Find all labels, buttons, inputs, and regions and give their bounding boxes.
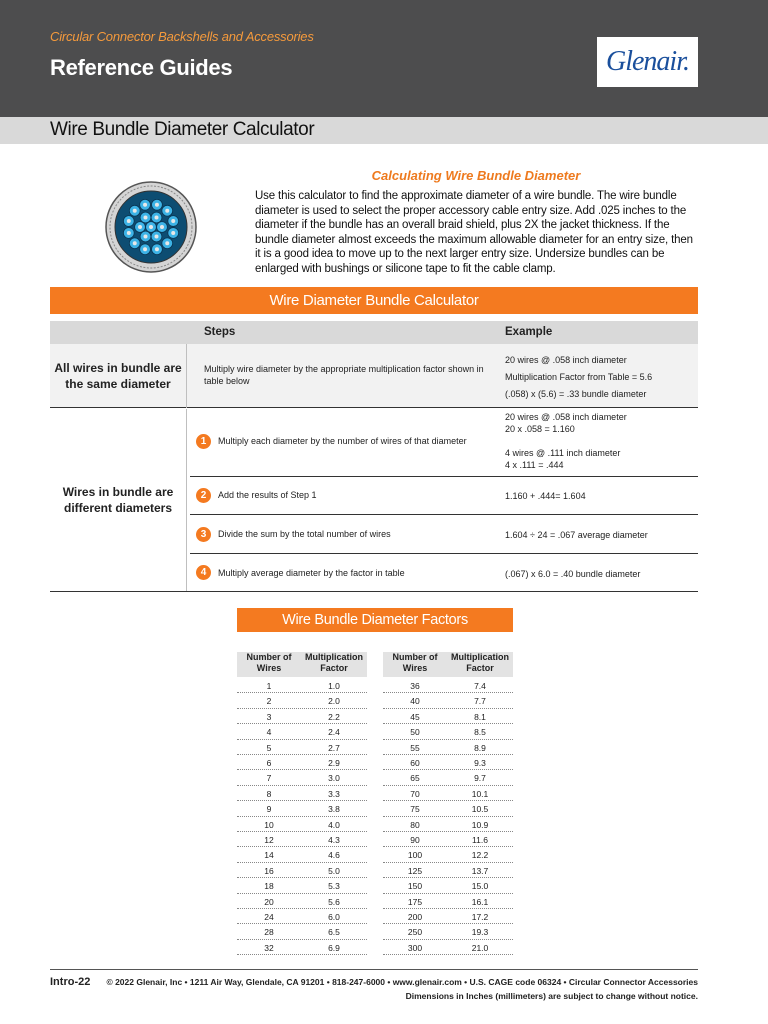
table-row [383,786,513,801]
factor-cell: 2.0 [328,696,340,707]
table-row [237,847,367,862]
table-row [237,709,367,724]
footer-copyright: © 2022 Glenair, Inc • 1211 Air Way, Glendale, CA 91201 • 818-247-6000 • www.glenair.com • U.S. CAGE code 06324 • Circular Connector Accessories [106,977,698,987]
wire-count-cell: 5 [266,742,272,753]
table-row [383,724,513,739]
wire-count-cell: 45 [410,711,420,722]
different-diameter-label: Wires in bundle are different diameters [62,485,174,515]
same-diameter-label: All wires in bundle are the same diameter [54,361,182,391]
wire-count-cell: 80 [410,819,420,830]
factor-cell: 16.1 [471,896,489,907]
step-number-badge: 3 [196,527,211,542]
wire-count-cell: 55 [410,742,420,753]
factor-column-header: Multiplication Factor [305,652,363,673]
table-row [383,709,513,724]
example-line: Multiplication Factor from Table = 5.6 [505,372,653,382]
example-line [505,435,627,447]
wire-core [149,225,153,229]
example-line: 20 x .058 = 1.160 [505,424,575,434]
wire-count-cell: 100 [407,850,423,861]
intro-heading: Calculating Wire Bundle Diameter [371,168,581,183]
page-title: Wire Bundle Diameter Calculator [50,119,315,140]
factor-cell: 3.8 [328,804,340,815]
factor-cell: 15.0 [471,881,489,892]
wire-core [138,225,142,229]
table-row [237,832,367,847]
factor-cell: 5.6 [328,896,340,907]
table-row [237,878,367,893]
step-example [505,411,627,471]
wire-count-cell: 175 [407,896,423,907]
wire-count-cell: 250 [407,927,423,938]
factor-cell: 4.3 [328,835,340,845]
example-line: 4 x .111 = .444 [505,460,564,470]
wire-core [127,231,131,235]
header-title: Reference Guides [50,55,233,80]
wire-core [143,203,147,207]
factor-column-header: Multiplication Factor [451,652,509,673]
wire-count-cell: 12 [264,835,274,845]
factor-cell: 2.2 [328,711,340,722]
factor-cell: 5.0 [328,865,340,876]
calculator-title: Wire Diameter Bundle Calculator [50,287,698,314]
wire-count-cell: 125 [407,865,423,876]
factor-cell: 9.3 [474,758,486,768]
wire-count-cell: 24 [264,912,274,922]
factor-cell: 8.5 [474,727,486,738]
step-text: Divide the sum by the total number of wires [218,529,391,539]
factor-cell: 10.9 [471,819,489,830]
table-row [383,817,513,832]
wire-core [144,215,148,219]
step-example: 1.604 ÷ 24 = .067 average diameter [505,530,648,540]
footer-rule [50,969,698,970]
table-row [383,894,513,909]
wire-core [155,247,159,251]
step-number-badge: 4 [196,565,211,580]
table-row [237,924,367,939]
step-text: Add the results of Step 1 [218,490,317,500]
wire-core [171,231,175,235]
intro-paragraph: Use this calculator to find the approximate diameter of a wire bundle. The wire bundle diameter is used to select the proper accessory cable entry size. Add .025 inches to the diameter if the bundle has an overall braid shield, plus 2X the jacket thickness. If the bundle diameter almost exceeds the maximum allowable diameter for an entry size, then it is a good idea to move up to the next larger entry size. Undersize bundles can be enlarged with bushings or silicone tape to fit the cable clamp. [255,190,693,275]
wire-count-cell: 50 [410,727,420,738]
table-row [237,678,367,693]
wire-count-cell: 300 [407,942,423,953]
column-divider [186,409,187,591]
wire-count-cell: 3 [266,711,272,722]
table-bottom-rule [50,591,698,592]
factor-cell: 12.2 [471,850,489,861]
factor-cell: 17.2 [471,912,489,922]
wire-core [165,209,169,213]
factor-cell: 10.5 [471,804,489,815]
factor-cell: 6.9 [328,942,340,953]
wire-count-cell: 6 [266,758,272,768]
example-line: 20 wires @ .058 inch diameter [505,355,627,365]
step-text: Multiply each diameter by the number of wires of that diameter [218,436,467,446]
guide-title-band [0,117,768,144]
factors-title: Wire Bundle Diameter Factors [237,608,513,632]
example-line: (.058) x (5.6) = .33 bundle diameter [505,389,647,399]
table-row [237,693,367,708]
factor-cell: 3.3 [328,788,340,799]
table-row [383,924,513,939]
table-row [237,770,367,785]
factor-cell: 13.7 [471,865,489,876]
header-subtitle: Circular Connector Backshells and Accessories [50,29,314,44]
factor-cell: 21.0 [471,942,489,953]
wire-bundle-cross-section-icon [104,180,198,274]
wire-core [143,247,147,251]
table-row [383,832,513,847]
wires-column-header: Number of Wires [392,652,438,673]
wire-count-cell: 60 [410,758,420,768]
factor-cell: 2.7 [328,742,340,753]
step-text: Multiply average diameter by the factor in table [218,568,405,578]
wire-count-cell: 8 [266,788,272,799]
factor-cell: 4.0 [328,819,340,830]
factor-cell: 19.3 [471,927,489,938]
steps-column-header: Steps [204,326,236,338]
wires-column-header: Number of Wires [246,652,292,673]
table-row [237,909,367,924]
wire-count-cell: 90 [410,835,420,845]
wire-core [133,241,137,245]
factor-cell: 2.4 [328,727,340,738]
table-row [383,801,513,816]
wire-count-cell: 9 [266,804,272,815]
wire-core [144,235,148,239]
wire-count-cell: 20 [264,896,274,907]
table-row [383,878,513,893]
wire-core [160,225,164,229]
table-row [237,863,367,878]
wire-count-cell: 28 [264,927,274,938]
factor-cell: 9.7 [474,773,486,784]
wire-core [127,219,131,223]
table-row [237,755,367,770]
factor-cell: 8.1 [474,711,486,722]
table-row [383,678,513,693]
table-row [237,817,367,832]
factor-cell: 7.4 [474,681,486,691]
step-example: 1.160 + .444= 1.604 [505,491,586,501]
table-row [383,863,513,878]
factor-cell: 8.9 [474,742,486,753]
column-divider [186,344,187,408]
footer-disclaimer: Dimensions in Inches (millimeters) are subject to change without notice. [405,991,698,1001]
table-row [383,909,513,924]
glenair-logo [597,37,698,87]
wire-core [155,235,159,239]
wire-core [165,241,169,245]
wire-count-cell: 32 [264,942,274,953]
same-diameter-example [505,352,695,403]
factor-cell: 2.9 [328,758,340,768]
table-row [383,940,513,955]
wire-count-cell: 7 [266,773,272,784]
factor-cell: 5.3 [328,881,340,892]
table-row [237,786,367,801]
wire-count-cell: 150 [407,881,423,892]
page-code: Intro-22 [50,976,91,988]
factor-cell: 11.6 [472,835,488,845]
wire-count-cell: 75 [410,804,420,815]
wire-core [155,215,159,219]
factor-cell: 6.5 [328,927,340,938]
table-row [383,740,513,755]
wire-count-cell: 1 [266,681,272,691]
table-row [237,801,367,816]
example-column-header: Example [505,326,553,338]
wire-count-cell: 65 [410,773,420,784]
factor-cell: 3.0 [328,773,340,784]
factor-cell: 10.1 [471,788,489,799]
table-row [237,894,367,909]
table-row [383,693,513,708]
wire-count-cell: 10 [264,819,274,830]
wire-count-cell: 16 [264,865,274,876]
page-header [0,0,768,117]
wire-count-cell: 70 [410,788,420,799]
same-diameter-step: Multiply wire diameter by the appropriate multiplication factor shown in table below [204,364,484,386]
step-number-badge: 2 [196,488,211,503]
table-row [383,770,513,785]
calculator-header-row [50,321,698,344]
factor-cell: 7.7 [474,696,486,707]
wire-count-cell: 4 [266,727,272,738]
wire-count-cell: 18 [264,881,274,892]
wire-count-cell: 200 [407,912,423,922]
table-row [237,724,367,739]
factor-cell: 4.6 [328,850,340,861]
table-row [383,755,513,770]
step-example: (.067) x 6.0 = .40 bundle diameter [505,569,641,579]
example-line: 4 wires @ .111 inch diameter [505,448,621,458]
table-row [383,847,513,862]
wire-count-cell: 40 [410,696,420,707]
factor-cell: 6.0 [328,912,340,922]
step-number-badge: 1 [196,434,211,449]
example-line: 20 wires @ .058 inch diameter [505,412,627,422]
wire-count-cell: 14 [264,850,274,861]
wire-core [171,219,175,223]
wire-count-cell: 36 [410,681,420,691]
table-row [237,740,367,755]
table-row [237,940,367,955]
wire-core [155,203,159,207]
wire-count-cell: 2 [266,696,272,707]
logo-text: Glenair. [606,46,689,77]
factor-cell: 1.0 [328,681,340,691]
wire-core [133,209,137,213]
